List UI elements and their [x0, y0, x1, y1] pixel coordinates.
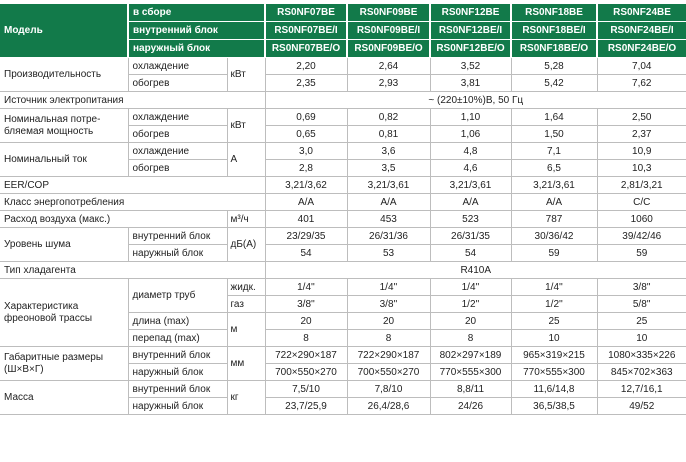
- mass-indoor-value: 12,7/16,1: [597, 381, 686, 398]
- noise-indoor-value: 26/31/36: [347, 228, 430, 245]
- power-cooling-value: 0,69: [265, 109, 347, 126]
- model-outdoor-5: RS0NF24BE/O: [597, 40, 686, 58]
- noise-outdoor-value: 59: [511, 245, 597, 262]
- dimensions-outdoor-label: наружный блок: [128, 364, 227, 381]
- model-outdoor-2: RS0NF09BE/O: [347, 40, 430, 58]
- header-row-set: [0, 4, 686, 22]
- piping-height-value: 8: [265, 330, 347, 347]
- airflow-value: 453: [347, 211, 430, 228]
- piping-length-value: 25: [597, 313, 686, 330]
- model-outdoor-1: RS0NF07BE/O: [265, 40, 347, 58]
- current-heating-value: 3,5: [347, 160, 430, 177]
- airflow-label: Расход воздуха (макс.): [0, 211, 227, 228]
- mass-indoor-label: внутренний блок: [128, 381, 227, 398]
- model-label: Модель: [0, 4, 128, 58]
- dimensions-outdoor-value: 700×550×270: [347, 364, 430, 381]
- airflow-value: 401: [265, 211, 347, 228]
- current-cooling-value: 3,6: [347, 143, 430, 160]
- energy-class-value: A/A: [511, 194, 597, 211]
- piping-gas-value: 1/2'': [511, 296, 597, 313]
- piping-length-label: длина (max): [128, 313, 227, 330]
- piping-length-value: 20: [430, 313, 511, 330]
- mass-indoor-value: 7,5/10: [265, 381, 347, 398]
- model-outdoor-4: RS0NF18BE/O: [511, 40, 597, 58]
- power-label: Номинальная потре-бляемая мощность: [0, 109, 128, 143]
- current-unit: А: [227, 143, 265, 177]
- current-heating-value: 6,5: [511, 160, 597, 177]
- capacity-cooling-value: 2,64: [347, 58, 430, 75]
- energy-class-value: C/C: [597, 194, 686, 211]
- capacity-label: Производительность: [0, 58, 128, 92]
- dimensions-label: Габаритные размеры (Ш×В×Г): [0, 347, 128, 381]
- pipe-diameter-label: диаметр труб: [128, 279, 227, 313]
- eer-row: [0, 177, 686, 194]
- model-indoor-5: RS0NF24BE/I: [597, 22, 686, 40]
- mass-unit: кг: [227, 381, 265, 415]
- model-set-4: RS0NF18BE: [511, 4, 597, 22]
- model-set-1: RS0NF07BE: [265, 4, 347, 22]
- airflow-row: [0, 211, 686, 228]
- power-heating-value: 2,37: [597, 126, 686, 143]
- capacity-cooling-row: [0, 58, 686, 75]
- model-indoor-2: RS0NF09BE/I: [347, 22, 430, 40]
- mass-indoor-value: 8,8/11: [430, 381, 511, 398]
- mass-outdoor-value: 36,5/38,5: [511, 398, 597, 415]
- noise-indoor-value: 23/29/35: [265, 228, 347, 245]
- mass-outdoor-label: наружный блок: [128, 398, 227, 415]
- eer-label: EER/COP: [0, 177, 265, 194]
- piping-height-label: перепад (max): [128, 330, 227, 347]
- dimensions-outdoor-value: 770×555×300: [430, 364, 511, 381]
- capacity-heating-value: 5,42: [511, 75, 597, 92]
- power-unit: кВт: [227, 109, 265, 143]
- current-cooling-value: 10,9: [597, 143, 686, 160]
- dimensions-indoor-row: [0, 347, 686, 364]
- dimensions-unit: мм: [227, 347, 265, 381]
- airflow-value: 523: [430, 211, 511, 228]
- current-cooling-label: охлаждение: [128, 143, 227, 160]
- energy-class-label: Класс энергопотребления: [0, 194, 265, 211]
- mass-outdoor-value: 26,4/28,6: [347, 398, 430, 415]
- piping-liquid-value: 1/4'': [347, 279, 430, 296]
- noise-label: Уровень шума: [0, 228, 128, 262]
- refrigerant-label: Тип хладагента: [0, 262, 265, 279]
- noise-indoor-value: 30/36/42: [511, 228, 597, 245]
- current-heating-label: обогрев: [128, 160, 227, 177]
- noise-indoor-label: внутренний блок: [128, 228, 227, 245]
- capacity-cooling-value: 3,52: [430, 58, 511, 75]
- piping-gas-value: 5/8'': [597, 296, 686, 313]
- power-cooling-value: 1,64: [511, 109, 597, 126]
- energy-class-value: A/A: [347, 194, 430, 211]
- model-set-3: RS0NF12BE: [430, 4, 511, 22]
- power-heating-value: 1,50: [511, 126, 597, 143]
- mass-label: Масса: [0, 381, 128, 415]
- noise-outdoor-value: 54: [430, 245, 511, 262]
- current-label: Номинальный ток: [0, 143, 128, 177]
- dimensions-indoor-value: 1080×335×226: [597, 347, 686, 364]
- model-indoor-4: RS0NF18BE/I: [511, 22, 597, 40]
- piping-liquid-value: 1/4'': [265, 279, 347, 296]
- power-cooling-value: 0,82: [347, 109, 430, 126]
- airflow-value: 1060: [597, 211, 686, 228]
- power-heating-label: обогрев: [128, 126, 227, 143]
- mass-outdoor-value: 24/26: [430, 398, 511, 415]
- mass-outdoor-value: 49/52: [597, 398, 686, 415]
- noise-outdoor-value: 59: [597, 245, 686, 262]
- dimensions-indoor-value: 722×290×187: [347, 347, 430, 364]
- model-outdoor-3: RS0NF12BE/O: [430, 40, 511, 58]
- piping-gas-value: 3/8'': [265, 296, 347, 313]
- capacity-cooling-value: 7,04: [597, 58, 686, 75]
- capacity-heating-value: 2,35: [265, 75, 347, 92]
- mass-indoor-value: 7,8/10: [347, 381, 430, 398]
- power-heating-value: 1,06: [430, 126, 511, 143]
- capacity-heating-label: обогрев: [128, 75, 227, 92]
- piping-liquid-value: 1/4'': [430, 279, 511, 296]
- dimensions-indoor-label: внутренний блок: [128, 347, 227, 364]
- dimensions-indoor-value: 802×297×189: [430, 347, 511, 364]
- mass-indoor-value: 11,6/14,8: [511, 381, 597, 398]
- eer-value: 2,81/3,21: [597, 177, 686, 194]
- piping-height-value: 10: [511, 330, 597, 347]
- capacity-unit: кВт: [227, 58, 265, 92]
- capacity-heating-value: 2,93: [347, 75, 430, 92]
- noise-outdoor-value: 53: [347, 245, 430, 262]
- power-cooling-value: 2,50: [597, 109, 686, 126]
- model-set-5: RS0NF24BE: [597, 4, 686, 22]
- spec-table: [0, 4, 686, 415]
- dimensions-indoor-value: 722×290×187: [265, 347, 347, 364]
- refrigerant-value: R410A: [265, 262, 686, 279]
- power-heating-value: 0,81: [347, 126, 430, 143]
- piping-length-value: 25: [511, 313, 597, 330]
- piping-label: Характеристика фреоновой трассы: [0, 279, 128, 347]
- dimensions-outdoor-value: 700×550×270: [265, 364, 347, 381]
- power-cooling-value: 1,10: [430, 109, 511, 126]
- piping-liquid-row: [0, 279, 686, 296]
- power-cooling-row: [0, 109, 686, 126]
- dimensions-outdoor-value: 770×555×300: [511, 364, 597, 381]
- model-indoor-1: RS0NF07BE/I: [265, 22, 347, 40]
- power-cooling-label: охлаждение: [128, 109, 227, 126]
- current-cooling-value: 7,1: [511, 143, 597, 160]
- piping-liquid-value: 1/4'': [511, 279, 597, 296]
- model-set-2: RS0NF09BE: [347, 4, 430, 22]
- sub-label-outdoor: наружный блок: [128, 40, 265, 58]
- current-cooling-value: 4,8: [430, 143, 511, 160]
- power-heating-value: 0,65: [265, 126, 347, 143]
- piping-liquid-label: жидк.: [227, 279, 265, 296]
- dimensions-indoor-value: 965×319×215: [511, 347, 597, 364]
- piping-length-value: 20: [265, 313, 347, 330]
- energy-class-row: [0, 194, 686, 211]
- mass-indoor-row: [0, 381, 686, 398]
- piping-height-value: 8: [347, 330, 430, 347]
- sub-label-indoor: внутренний блок: [128, 22, 265, 40]
- airflow-unit: м³/ч: [227, 211, 265, 228]
- eer-value: 3,21/3,61: [430, 177, 511, 194]
- noise-unit: дБ(А): [227, 228, 265, 262]
- model-indoor-3: RS0NF12BE/I: [430, 22, 511, 40]
- eer-value: 3,21/3,61: [511, 177, 597, 194]
- current-cooling-row: [0, 143, 686, 160]
- power-source-value: ~ (220±10%)В, 50 Гц: [265, 92, 686, 109]
- sub-label-set: в сборе: [128, 4, 265, 22]
- piping-gas-value: 3/8'': [347, 296, 430, 313]
- piping-height-value: 10: [597, 330, 686, 347]
- current-heating-value: 2,8: [265, 160, 347, 177]
- noise-indoor-row: [0, 228, 686, 245]
- capacity-cooling-value: 5,28: [511, 58, 597, 75]
- noise-outdoor-label: наружный блок: [128, 245, 227, 262]
- capacity-heating-value: 7,62: [597, 75, 686, 92]
- airflow-value: 787: [511, 211, 597, 228]
- noise-indoor-value: 26/31/35: [430, 228, 511, 245]
- refrigerant-row: [0, 262, 686, 279]
- piping-length-value: 20: [347, 313, 430, 330]
- current-cooling-value: 3,0: [265, 143, 347, 160]
- noise-indoor-value: 39/42/46: [597, 228, 686, 245]
- mass-outdoor-value: 23,7/25,9: [265, 398, 347, 415]
- power-source-row: [0, 92, 686, 109]
- piping-unit: м: [227, 313, 265, 347]
- energy-class-value: A/A: [265, 194, 347, 211]
- current-heating-value: 4,6: [430, 160, 511, 177]
- piping-gas-value: 1/2'': [430, 296, 511, 313]
- capacity-cooling-label: охлаждение: [128, 58, 227, 75]
- noise-outdoor-value: 54: [265, 245, 347, 262]
- dimensions-outdoor-value: 845×702×363: [597, 364, 686, 381]
- piping-liquid-value: 3/8'': [597, 279, 686, 296]
- current-heating-value: 10,3: [597, 160, 686, 177]
- eer-value: 3,21/3,62: [265, 177, 347, 194]
- piping-height-value: 8: [430, 330, 511, 347]
- power-source-label: Источник электропитания: [0, 92, 265, 109]
- energy-class-value: A/A: [430, 194, 511, 211]
- capacity-cooling-value: 2,20: [265, 58, 347, 75]
- capacity-heating-value: 3,81: [430, 75, 511, 92]
- eer-value: 3,21/3,61: [347, 177, 430, 194]
- piping-gas-label: газ: [227, 296, 265, 313]
